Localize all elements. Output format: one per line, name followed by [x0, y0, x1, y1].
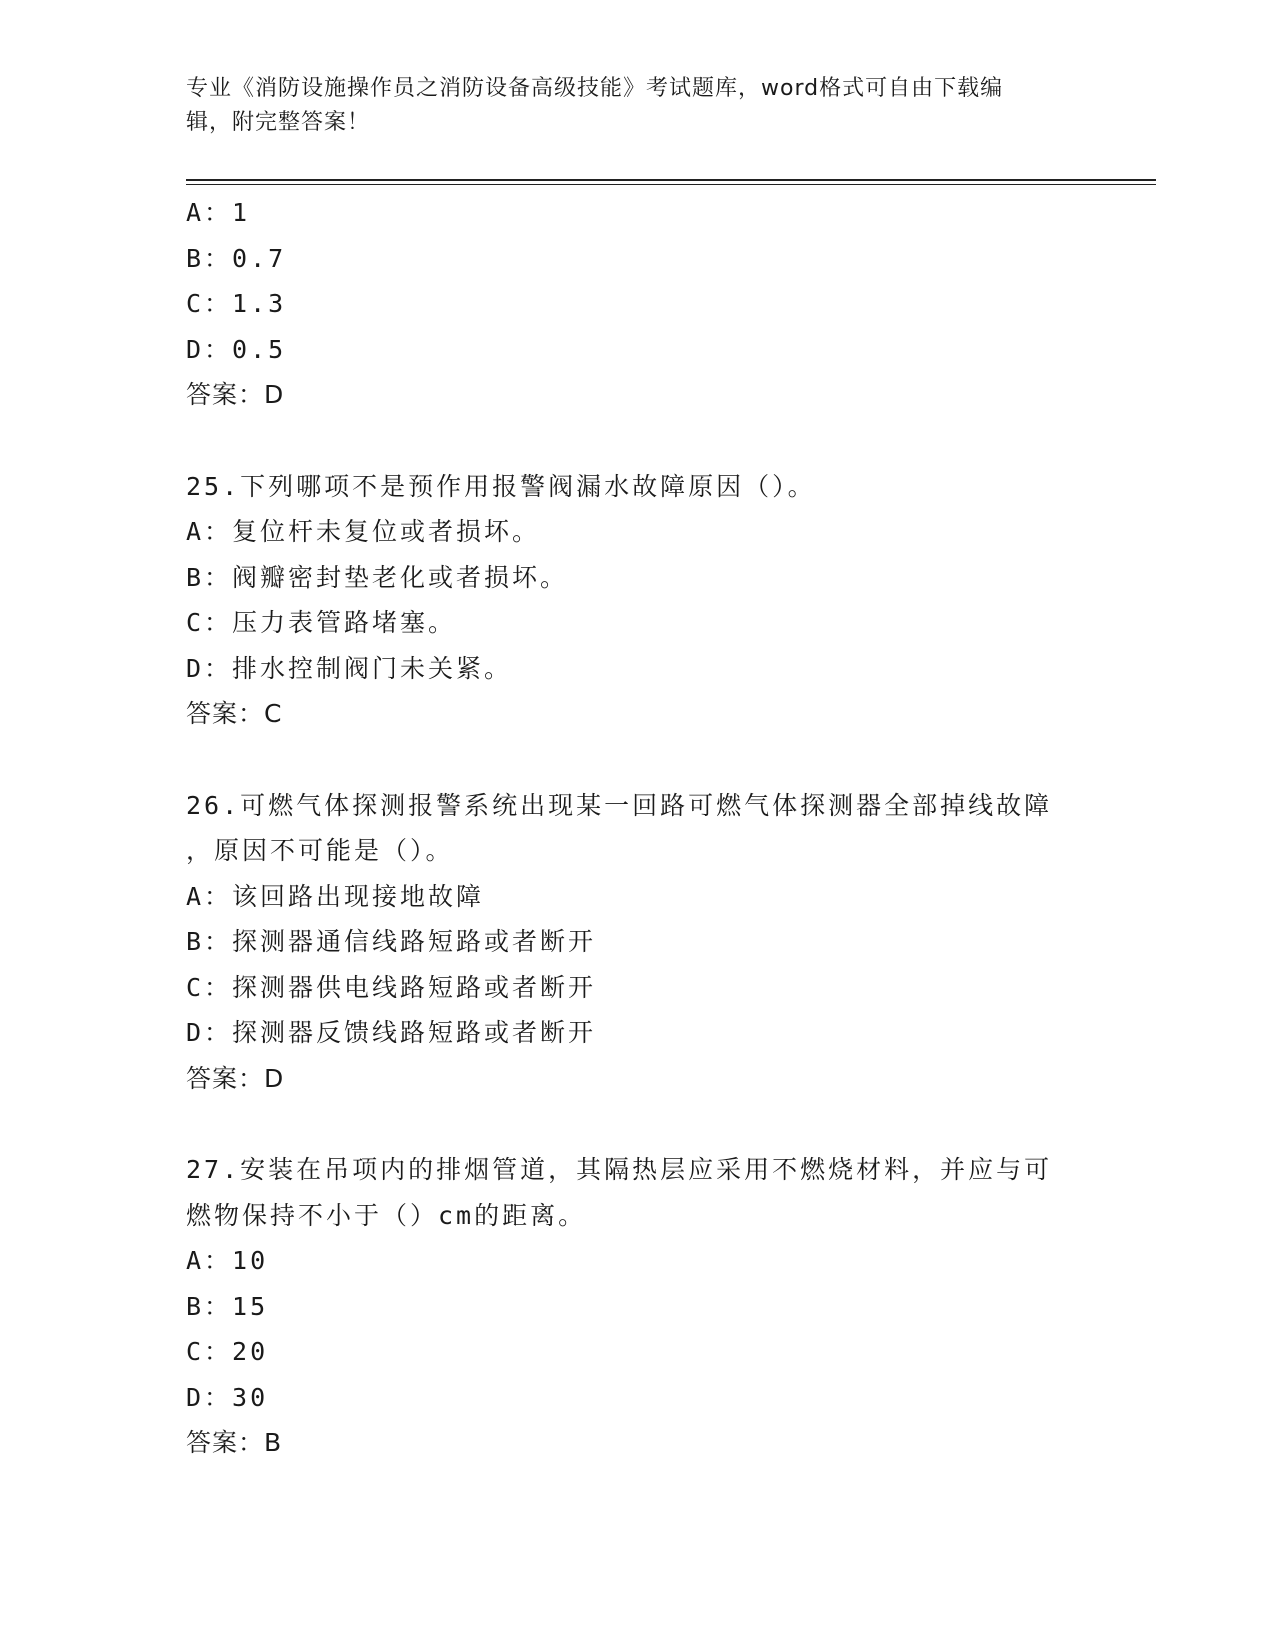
option-d: D：探测器反馈线路短路或者断开	[186, 1018, 597, 1047]
question-24-continued	[186, 190, 1086, 418]
question-26	[186, 783, 1086, 1102]
option-c: C：压力表管路堵塞。	[186, 608, 457, 637]
question-text: 25.下列哪项不是预作用报警阀漏水故障原因（）。	[186, 471, 816, 501]
question-27	[186, 1147, 1086, 1466]
option-c: C：20	[186, 1337, 269, 1366]
header-divider-thin	[186, 184, 1156, 185]
option-c: C：探测器供电线路短路或者断开	[186, 972, 597, 1002]
option-b: B：阀瓣密封垫老化或者损坏。	[186, 562, 569, 592]
answer: 答案：B	[186, 1428, 283, 1457]
option-d: D：30	[186, 1382, 269, 1412]
option-a: A：10	[186, 1246, 269, 1275]
option-b: B：探测器通信线路短路或者断开	[186, 927, 597, 956]
answer: 答案：D	[186, 1063, 285, 1093]
question-text-continued: ，原因不可能是（）。	[186, 836, 454, 865]
option-d: D：排水控制阀门未关紧。	[186, 653, 513, 683]
question-text: 26.可燃气体探测报警系统出现某一回路可燃气体探测器全部掉线故障	[186, 790, 1053, 820]
spacer	[186, 1101, 1086, 1147]
header-line-2: 辑，附完整答案！	[186, 110, 371, 135]
option-c: C：1.3	[186, 289, 287, 318]
question-text: 27.安装在吊项内的排烟管道，其隔热层应采用不燃烧材料，并应与可	[186, 1155, 1053, 1184]
option-d: D：0.5	[186, 334, 287, 364]
spacer	[186, 418, 1086, 464]
option-a: A：1	[186, 198, 251, 227]
answer: 答案：C	[186, 699, 283, 728]
option-a: A：复位杆未复位或者损坏。	[186, 517, 541, 546]
option-b: B：15	[186, 1291, 269, 1321]
answer: 答案：D	[186, 380, 285, 409]
option-a: A：该回路出现接地故障	[186, 881, 485, 911]
option-b: B：0.7	[186, 243, 287, 273]
spacer	[186, 737, 1086, 783]
question-25	[186, 464, 1086, 737]
question-list	[186, 190, 1086, 1466]
header-divider-thick	[186, 179, 1156, 181]
header-line-1: 专业《消防设施操作员之消防设备高级技能》考试题库，word格式可自由下载编	[186, 76, 1004, 101]
question-text-continued: 燃物保持不小于（）cm的距离。	[186, 1200, 587, 1230]
document-header	[186, 72, 1066, 140]
